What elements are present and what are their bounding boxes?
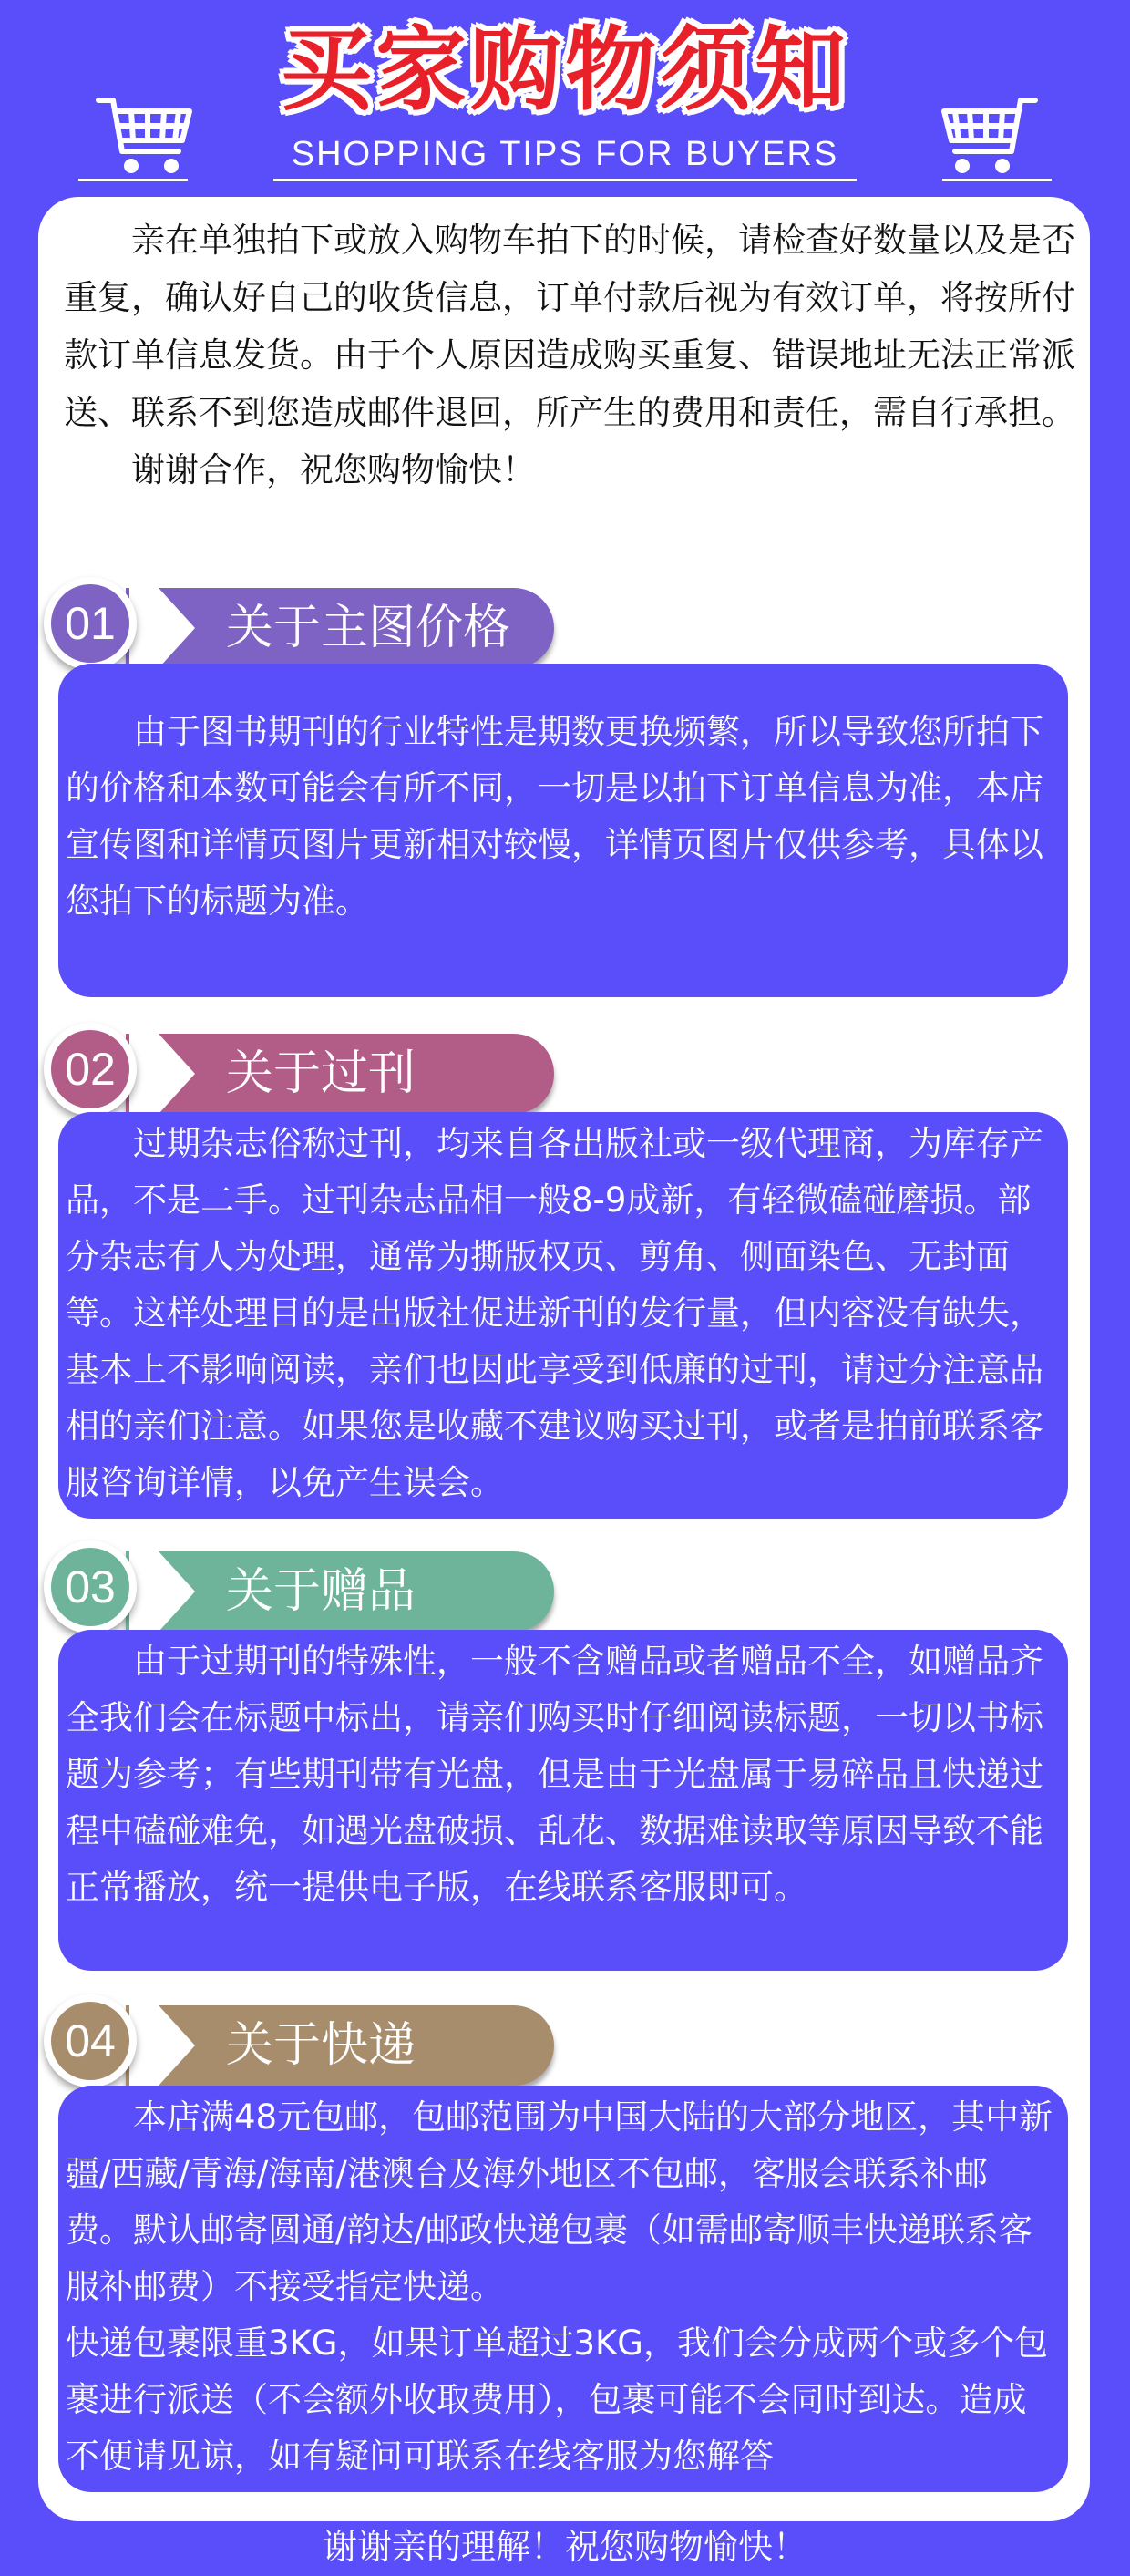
page-title: 买家购物须知 xyxy=(281,16,849,123)
section-title: 关于主图价格 xyxy=(226,601,511,655)
section-paragraph: 快递包裹限重3KG，如果订单超过3KG，我们会分成两个或多个包裹进行派送（不会额外收取费用），包裹可能不会同时到达。造成不便请见谅，如有疑问可联系在线客服为您解答 xyxy=(66,2324,1048,2476)
section-paragraph: 过期杂志俗称过刊，均来自各出版社或一级代理商，为库存产品，不是二手。过刊杂志品相一般8-9成新，有轻微磕碰磨损。部分杂志有人为处理，通常为撕版权页、剪角、侧面染色、无封面等。这样处理目的是出版社促进新刊的发行量，但内容没有缺失，基本上不影响阅读，亲们也因此享受到低廉的过刊，请过分注意品相的亲们注意。如果您是收藏不建议购买过刊，或者是拍前联系客服咨询详情，以免产生误会。 xyxy=(66,1124,1043,1502)
section-number: 01 xyxy=(44,577,137,670)
intro-paragraph: 亲在单独拍下或放入购物车拍下的时候，请检查好数量以及是否重复，确认好自己的收货信息，订单付款后视为有效订单，将按所付款订单信息发货。由于个人原因造成购买重复、错误地址无法正常派送、联系不到您造成邮件退回，所产生的费用和责任，需自行承担。 xyxy=(64,221,1075,432)
chevron-right-icon xyxy=(129,1551,211,1632)
section-panel-03 xyxy=(58,1630,1068,1971)
section-paragraph: 由于过期刊的特殊性，一般不含赠品或者赠品不全，如赠品齐全我们会在标题中标出，请亲们购买时仔细阅读标题，一切以书标题为参考；有些期刊带有光盘，但是由于光盘属于易碎品且快递过程中磕碰难免，如遇光盘破损、乱花、数据难读取等原因导致不能正常播放，统一提供电子版，在线联系客服即可。 xyxy=(66,1642,1043,1907)
section-panel-02 xyxy=(58,1112,1068,1519)
section-header-03 xyxy=(44,1540,518,1632)
section-paragraph: 本店满48元包邮，包邮范围为中国大陆的大部分地区，其中新疆/西藏/青海/海南/港澳台及海外地区不包邮，客服会联系补邮费。默认邮寄圆通/韵达/邮政快递包裹（如需邮寄顺丰快递联系客服补邮费）不接受指定快递。 xyxy=(66,2097,1053,2306)
section-number: 04 xyxy=(44,1994,137,2087)
section-number: 03 xyxy=(44,1540,137,1633)
shopping-cart-icon xyxy=(95,95,195,179)
section-title: 关于快递 xyxy=(226,2018,416,2073)
chevron-right-icon xyxy=(129,1034,211,1114)
section-panel-01 xyxy=(58,664,1068,997)
section-panel-04 xyxy=(58,2086,1068,2492)
intro-text xyxy=(64,211,1075,499)
section-paragraph: 由于图书期刊的行业特性是期数更换频繁，所以导致您所拍下的价格和本数可能会有所不同，一切是以拍下订单信息为准，本店宣传图和详情页图片更新相对较慢，详情页图片仅供参考，具体以您拍下的标题为准。 xyxy=(66,712,1043,921)
section-header-01 xyxy=(44,577,518,668)
header-divider-right xyxy=(942,179,1052,181)
section-number: 02 xyxy=(44,1023,137,1116)
page-subtitle: SHOPPING TIPS FOR BUYERS xyxy=(291,135,839,173)
intro-thanks: 谢谢合作，祝您购物愉快！ xyxy=(131,450,536,489)
section-title: 关于赠品 xyxy=(226,1564,416,1619)
footer-text: 谢谢亲的理解！祝您购物愉快！ xyxy=(322,2527,807,2567)
header-divider-left xyxy=(78,179,188,181)
header xyxy=(0,0,1130,191)
chevron-right-icon xyxy=(129,2005,211,2086)
header-divider-center xyxy=(273,179,857,181)
section-header-02 xyxy=(44,1023,518,1114)
shopping-cart-icon xyxy=(939,95,1039,179)
section-title: 关于过刊 xyxy=(226,1046,416,1101)
chevron-right-icon xyxy=(129,588,211,668)
section-header-04 xyxy=(44,1994,518,2086)
